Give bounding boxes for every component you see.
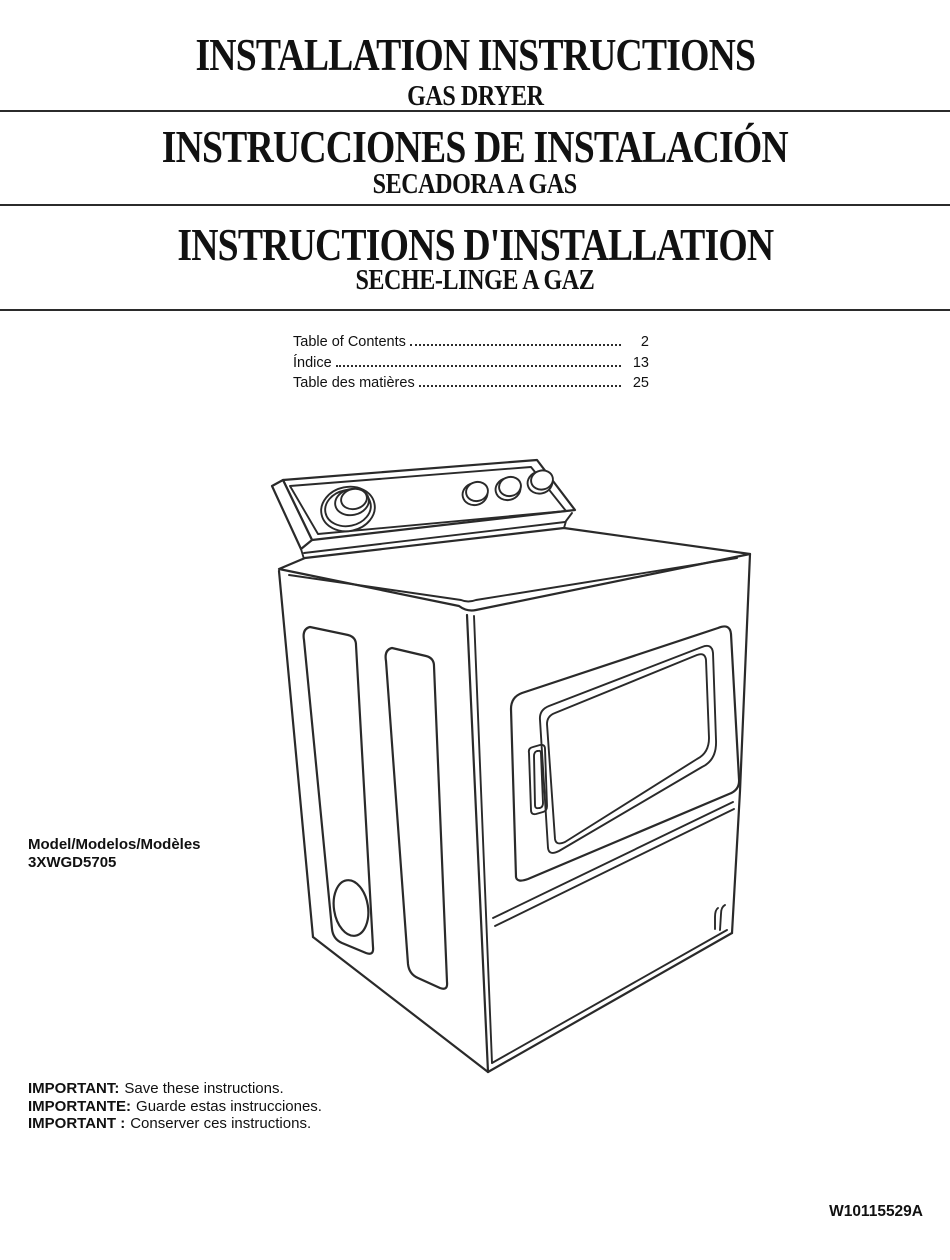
table-of-contents xyxy=(293,334,649,396)
toc-page-number: 13 xyxy=(632,354,649,371)
toc-page-number: 2 xyxy=(640,334,649,350)
important-line-french xyxy=(28,1115,322,1133)
dryer-side-panels xyxy=(304,627,448,989)
important-line-english xyxy=(28,1080,322,1098)
important-text: Conserver ces instructions. xyxy=(130,1115,312,1132)
important-prefix: IMPORTANT : xyxy=(28,1115,126,1132)
important-prefix: IMPORTANTE: xyxy=(28,1097,132,1115)
dryer-kick-panel xyxy=(493,802,734,930)
subtitle-french xyxy=(0,267,950,295)
toc-row-spanish xyxy=(293,355,649,376)
important-text: Guarde estas instrucciones. xyxy=(136,1097,322,1115)
title-english-text: INSTALLATION INSTRUCTIONS xyxy=(195,29,755,80)
divider-rule-2 xyxy=(0,204,950,206)
toc-label: Table des matières xyxy=(293,375,415,391)
dryer-door xyxy=(511,626,739,880)
subtitle-english-text: GAS DRYER xyxy=(406,81,544,112)
toc-label: Table of Contents xyxy=(293,334,406,350)
important-notes xyxy=(28,1080,322,1133)
toc-leader-dots xyxy=(336,365,621,367)
important-line-spanish xyxy=(28,1098,322,1116)
toc-page-number: 25 xyxy=(632,375,649,391)
subtitle-spanish-text: SECADORA A GAS xyxy=(372,169,578,200)
important-text: Save these instructions. xyxy=(124,1080,284,1097)
dryer-top-deck xyxy=(279,528,750,611)
title-english xyxy=(0,29,950,80)
toc-leader-dots xyxy=(419,385,621,387)
model-number: 3XWGD5705 xyxy=(28,854,117,871)
subtitle-english xyxy=(0,83,950,111)
divider-rule-3 xyxy=(0,309,950,311)
subtitle-spanish xyxy=(0,171,950,199)
subtitle-french-text: SECHE-LINGE A GAZ xyxy=(355,265,595,296)
toc-leader-dots xyxy=(410,344,621,346)
title-french xyxy=(0,219,950,270)
toc-row-english xyxy=(293,334,649,355)
model-label: Model/Modelos/Modèles xyxy=(28,836,201,853)
gas-inlet-hole xyxy=(330,878,372,939)
document-part-number: W10115529A xyxy=(829,1203,923,1220)
title-spanish xyxy=(0,121,950,172)
dryer-illustration xyxy=(263,450,763,1075)
toc-row-french xyxy=(293,375,649,396)
divider-rule-1 xyxy=(0,110,950,112)
model-block xyxy=(28,836,201,872)
title-french-text: INSTRUCTIONS D'INSTALLATION xyxy=(177,219,773,270)
important-prefix: IMPORTANT: xyxy=(28,1080,120,1097)
title-spanish-text: INSTRUCCIONES DE INSTALACIÓN xyxy=(161,121,789,172)
toc-label: Índice xyxy=(293,354,332,371)
